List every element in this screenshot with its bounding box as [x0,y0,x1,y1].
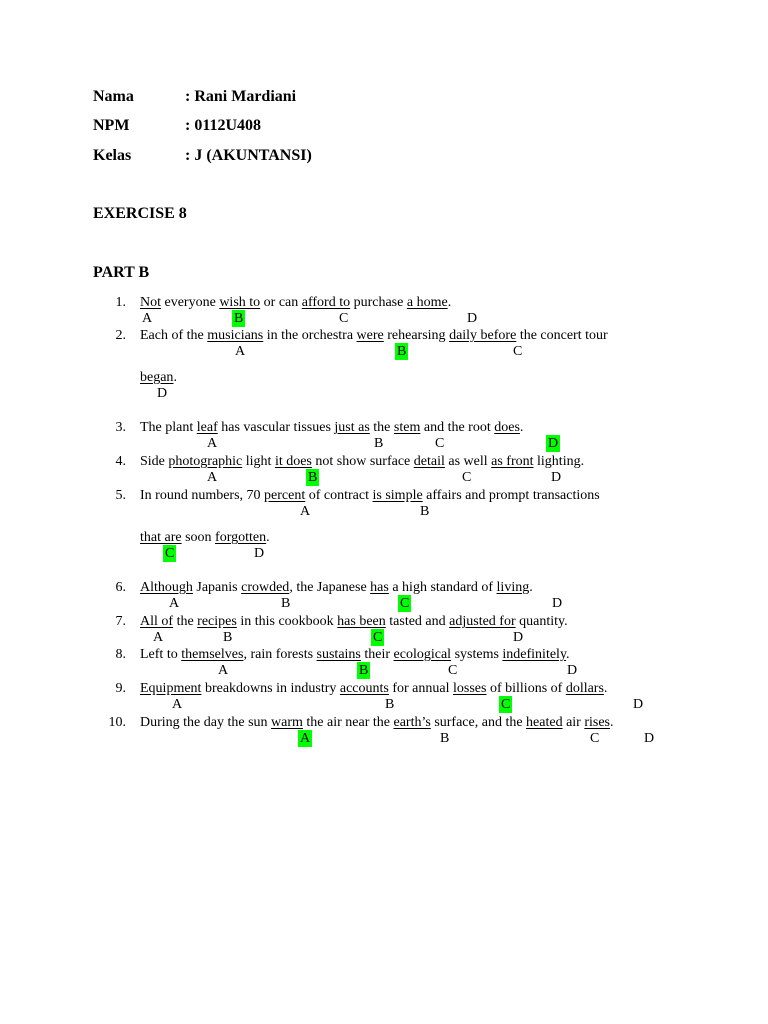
question-text-segment: in this cookbook [236,614,338,629]
option-letter: A [153,630,164,645]
question-text-segment: the [369,420,394,435]
question-text-segment: purchase [350,295,407,310]
question-number: 3. [115,420,126,435]
question-text-segment: . [173,370,177,385]
question-text-segment: Left to [140,647,182,662]
question-text-segment: systems [451,647,503,662]
question-text-segment: has vascular tissues [217,420,335,435]
underlined-phrase: just as [334,420,370,435]
question-text-segment: of billions of [486,681,566,696]
option-letter: D [254,546,265,561]
underlined-phrase: Not [140,295,161,310]
option-letter: D [567,663,578,678]
question-text [140,529,270,546]
selected-answer-letter: B [234,311,244,326]
question-text-segment: Side [140,454,169,469]
underlined-phrase: wish to [219,295,261,310]
question-text [140,579,533,596]
question-number: 10. [108,715,126,730]
question-text-segment: breakdowns in industry [201,681,340,696]
question-text-segment: Each of the [140,328,208,343]
selected-answer-letter: A [300,731,311,746]
name-label: Nama [93,88,134,105]
selected-answer-letter: C [165,546,175,561]
underlined-phrase: were [356,328,384,343]
question-text [140,680,607,697]
option-letter: A [218,663,229,678]
underlined-phrase: adjusted for [449,614,516,629]
underlined-phrase: detail [413,454,445,469]
selected-answer-letter: C [501,697,511,712]
class-value: : J (AKUNTANSI) [185,147,312,164]
option-letter: D [467,311,478,326]
question-text [140,419,523,436]
option-letter: B [420,504,430,519]
question-text [140,487,600,504]
question-text-segment: their [360,647,394,662]
question-text-segment: . [519,420,524,435]
question-text-segment: . [266,530,270,545]
underlined-phrase: themselves [181,647,244,662]
question-number: 1. [115,295,126,310]
option-letter: D [633,697,644,712]
underlined-phrase: accounts [339,681,389,696]
underlined-phrase: percent [264,488,306,503]
question-number: 4. [115,454,126,469]
question-text-segment: Japanis [192,580,242,595]
question-text [140,453,584,470]
underlined-phrase: forgotten [215,530,267,545]
underlined-phrase: Equipment [140,681,202,696]
class-label: Kelas [93,147,132,164]
question-text-segment: During the day the sun [140,715,272,730]
underlined-phrase: crowded [241,580,290,595]
underlined-phrase: losses [453,681,487,696]
option-letter: B [385,697,395,712]
question-text [140,369,177,386]
underlined-phrase: it does [274,454,312,469]
selected-answer-letter: D [548,436,559,451]
question-number: 6. [115,580,126,595]
option-letter: A [207,470,218,485]
question-text-segment: surface, and the [430,715,527,730]
underlined-phrase: daily before [449,328,517,343]
question-text-segment: the [173,614,198,629]
option-letter: C [513,344,523,359]
option-letter: A [300,504,311,519]
option-letter: D [551,470,562,485]
underlined-phrase: photographic [168,454,243,469]
question-text-segment: or can [260,295,302,310]
question-text-segment: . [610,715,614,730]
option-letter: C [590,731,600,746]
name-value: : Rani Mardiani [185,88,297,105]
option-letter: B [440,731,450,746]
question-text-segment: everyone [161,295,220,310]
question-text-segment: , the Japanese [289,580,371,595]
question-text-segment: as well [444,454,492,469]
question-text-segment: not show surface [311,454,414,469]
question-text [140,613,568,630]
npm-value: : 0112U408 [185,117,261,134]
underlined-phrase: began [140,370,174,385]
question-text-segment: affairs and prompt transactions [422,488,600,503]
underlined-phrase: does [494,420,520,435]
question-text-segment: of contract [305,488,373,503]
question-text-segment: . [566,647,570,662]
option-letter: A [169,596,180,611]
option-letter: A [172,697,183,712]
underlined-phrase: living [496,580,530,595]
underlined-phrase: that are [140,530,182,545]
question-text-segment: soon [181,530,216,545]
option-letter: D [513,630,524,645]
question-text-segment: rehearsing [383,328,450,343]
question-text-segment: , rain forests [243,647,317,662]
option-letter: C [435,436,445,451]
question-text [140,294,451,311]
underlined-phrase: as front [491,454,534,469]
option-letter: A [207,436,218,451]
question-number: 8. [115,647,126,662]
question-text-segment: . [603,681,608,696]
underlined-phrase: All of [140,614,174,629]
question-text-segment: tasted and [385,614,450,629]
question-text-segment: for annual [388,681,454,696]
option-letter: B [281,596,291,611]
underlined-phrase: dollars [565,681,604,696]
option-letter: C [339,311,349,326]
underlined-phrase: has [370,580,389,595]
underlined-phrase: has been [337,614,386,629]
question-text-segment: . [529,580,533,595]
question-text-segment: and the root [420,420,495,435]
underlined-phrase: musicians [207,328,264,343]
option-letter: B [223,630,233,645]
question-text-segment: quantity. [515,614,568,629]
option-letter: A [142,311,153,326]
underlined-phrase: rises [584,715,611,730]
exercise-title: EXERCISE 8 [93,205,187,222]
underlined-phrase: warm [271,715,303,730]
selected-answer-letter: C [400,596,410,611]
question-number: 2. [115,328,126,343]
underlined-phrase: is simple [372,488,423,503]
question-text-segment: light [242,454,275,469]
question-text-segment: In round numbers, 70 [140,488,265,503]
underlined-phrase: sustains [316,647,361,662]
option-letter: A [235,344,246,359]
underlined-phrase: earth’s [393,715,431,730]
npm-label: NPM [93,117,130,134]
question-text-segment: a high standard of [388,580,497,595]
underlined-phrase: afford to [301,295,351,310]
question-text-segment: in the orchestra [263,328,357,343]
question-text-segment: air [562,715,585,730]
option-letter: D [552,596,563,611]
question-number: 5. [115,488,126,503]
underlined-phrase: leaf [196,420,218,435]
selected-answer-letter: C [373,630,383,645]
selected-answer-letter: B [308,470,318,485]
option-letter: B [374,436,384,451]
option-letter: D [157,386,168,401]
question-text-segment: The plant [140,420,197,435]
question-text [140,714,614,731]
option-letter: C [462,470,472,485]
question-text-segment: lighting. [533,454,585,469]
question-text-segment: the concert tour [516,328,608,343]
question-text-segment: . [447,295,452,310]
underlined-phrase: recipes [197,614,237,629]
question-number: 7. [115,614,126,629]
question-text-segment: the air near the [302,715,394,730]
option-letter: D [644,731,655,746]
part-title: PART B [93,264,150,281]
underlined-phrase: Although [140,580,193,595]
underlined-phrase: a home [406,295,448,310]
question-number: 9. [115,681,126,696]
underlined-phrase: heated [526,715,563,730]
option-letter: C [448,663,458,678]
question-text [140,646,570,663]
selected-answer-letter: B [359,663,369,678]
question-text [140,327,608,344]
underlined-phrase: ecological [393,647,452,662]
underlined-phrase: stem [393,420,421,435]
selected-answer-letter: B [397,344,407,359]
underlined-phrase: indefinitely [502,647,567,662]
